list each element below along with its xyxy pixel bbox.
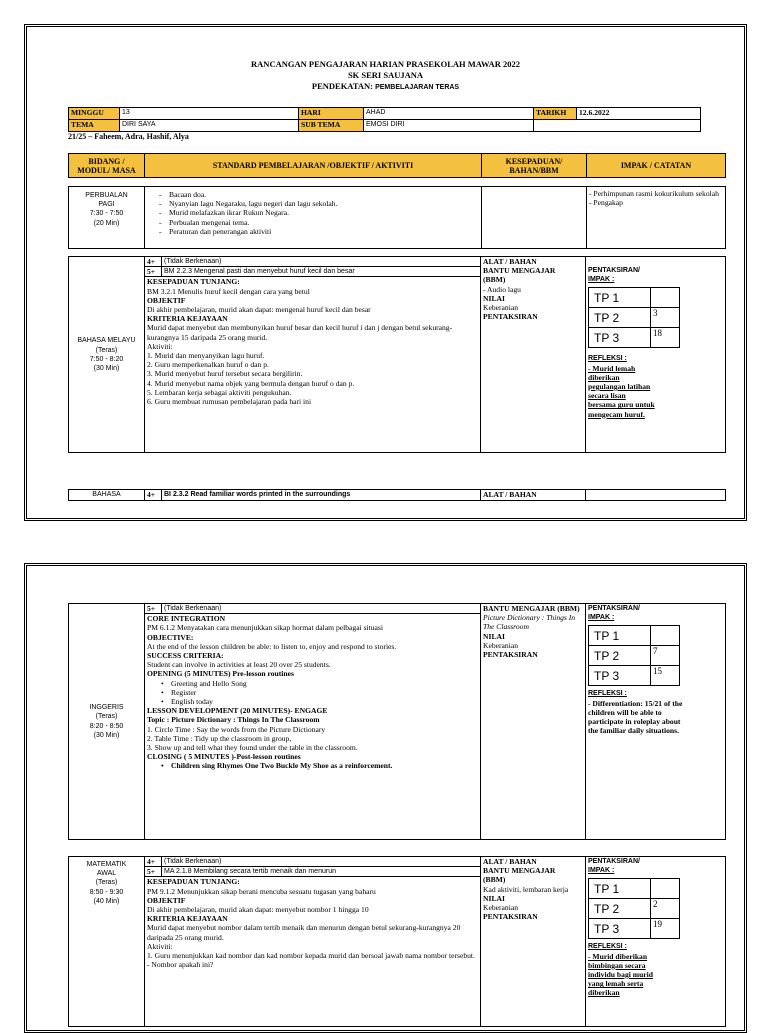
- content-line: BM 3.2.1 Menulis huruf kecil dengan cara yang betul: [147, 286, 310, 296]
- tarikh-label: TARIKH: [534, 108, 577, 120]
- content-line: 3. Murid menyebut huruf tersebut secara bergilirin.: [147, 369, 303, 379]
- bi-head-text: BI 2.3.2 Read familiar words printed in the surroundings: [162, 490, 481, 501]
- inggeris-impak: [586, 604, 726, 840]
- refleksi-line: mengecam huruf.: [588, 409, 645, 419]
- tema-value: DIRI SAYA: [120, 120, 299, 132]
- refleksi-line: individu bagi murid: [588, 970, 653, 980]
- refleksi-line: yang lemah serta: [588, 979, 644, 989]
- bm-tp1: TP 1: [589, 288, 651, 308]
- inggeris-impak-label: IMPAK :: [588, 614, 615, 622]
- perbualan-bahan: [482, 187, 587, 249]
- bm-content: [145, 277, 481, 453]
- inggeris-tp3: TP 3: [589, 666, 651, 686]
- closing-item: • Children sing Rhymes One Two Buckle My Shoe as a reinforcement.: [171, 761, 478, 770]
- page-2: [24, 563, 747, 1033]
- matematik-tp2-value: 2: [651, 899, 680, 919]
- approach-value: PEMBELAJARAN TERAS: [375, 84, 460, 91]
- inggeris-closing-list: [147, 761, 478, 770]
- header-approach: [27, 81, 744, 93]
- inggeris-b4: (30 Min): [93, 731, 120, 739]
- refleksi-line: bersama guru untuk: [588, 400, 655, 410]
- column-header: [68, 153, 726, 178]
- inggeris-closing: CLOSING ( 5 MINUTES )-Post-lesson routines: [147, 752, 301, 762]
- inggeris-bbm-items: Picture Dictionary : Things In The Classroom: [483, 613, 576, 632]
- bahan-line: ALAT / BAHAN: [483, 857, 537, 866]
- matematik-tag4: 4+: [145, 857, 162, 867]
- perbualan-impak: [587, 187, 726, 249]
- matematik-b3: (Teras): [95, 879, 118, 887]
- content-line: OBJEKTIF: [147, 295, 186, 305]
- bahan-line: - Audio lagu: [483, 284, 521, 294]
- bm-b1: BAHASA MELAYU: [77, 337, 136, 345]
- bm-pentaksiran: PENTAKSIRAN/: [588, 267, 640, 274]
- inggeris-step-2: 2. Table Time : Tidy up the classroom in group,: [147, 733, 292, 743]
- content-line: Aktiviti:: [147, 941, 173, 951]
- content-line: OBJEKTIF: [147, 895, 186, 905]
- inggeris-refleksi-label: REFLEKSI :: [588, 690, 627, 698]
- inggeris-tp2-value: 7: [651, 646, 680, 666]
- bahan-line: PENTAKSIRAN: [483, 312, 538, 322]
- matematik-tp3: TP 3: [589, 919, 651, 939]
- minggu-value: 13: [120, 108, 299, 120]
- content-line: KESEPADUAN TUNJANG:: [147, 277, 240, 287]
- perbualan-item: - Murid melafazkan ikrar Rukun Negara.: [169, 208, 479, 217]
- perbualan-items: [145, 187, 482, 249]
- inggeris-tp3-value: 15: [651, 666, 680, 686]
- perbualan-bidang: [69, 187, 145, 249]
- inggeris-b3: 8:20 - 8:50: [89, 722, 124, 730]
- inggeris-b2: (Teras): [95, 713, 118, 721]
- bm-text5: BM 2.2.3 Mengenal pasti dan menyebut huruf kecil dan besar: [162, 267, 481, 277]
- inggeris-opening-list: [147, 679, 478, 707]
- minggu-label: MINGGU: [69, 108, 120, 120]
- bahan-line: (BBM): [483, 275, 506, 285]
- inggeris-sc: SUCCESS CRITERIA:: [147, 651, 224, 661]
- bm-tag5: 5+: [145, 267, 162, 277]
- matematik-content: [145, 877, 481, 1027]
- content-line: 6. Guru membuat rumusan pembelajaran pada hari ini: [147, 397, 312, 407]
- bm-b4: (30 Min): [93, 364, 120, 372]
- inggeris-step-1: 1. Circle Time : Say the words from the Picture Dictionary: [147, 724, 326, 734]
- refleksi-line: diberikan: [588, 372, 620, 382]
- inggeris-core: CORE INTEGRATION: [147, 614, 226, 624]
- bm-refleksi-text: [588, 364, 723, 419]
- matematik-b5: (40 Min): [93, 897, 120, 905]
- matematik-tp1-value: [651, 879, 680, 899]
- refleksi-line: secara lisan: [588, 391, 626, 401]
- matematik-tp1: TP 1: [589, 879, 651, 899]
- bm-row: [68, 256, 726, 453]
- subtema-value: EMOSI DIRI: [364, 120, 534, 132]
- content-line: KRITERIA KEJAYAAN: [147, 914, 228, 924]
- hari-value: AHAD: [364, 108, 534, 120]
- perbualan-impak-2: - Pengakap: [589, 198, 623, 208]
- perbualan-item: - Perbualan mengenai tema.: [169, 218, 479, 227]
- bm-refleksi-label: REFLEKSI :: [588, 355, 627, 363]
- bm-impak: [586, 257, 726, 453]
- bm-text4: (Tidak Berkenaan): [162, 257, 481, 267]
- refleksi-line: bimbingan secara: [588, 960, 646, 970]
- matematik-refleksi-label: REFLEKSI :: [588, 943, 627, 951]
- perbualan-row: [68, 186, 726, 249]
- inggeris-bidang: [69, 604, 145, 840]
- bahan-line: BANTU MENGAJAR: [483, 866, 556, 876]
- bm-bidang: [69, 257, 145, 453]
- content-line: Murid dapat menyebut dan membunyikan huruf besar dan kecil huruf i dan j dengan betul sekurang-kurangnya 15 daripada 25 orang murid.: [147, 323, 453, 342]
- perbualan-b3: 7:30 - 7:50: [89, 210, 124, 218]
- matematik-bahan: [481, 857, 586, 1027]
- bm-impak-label: IMPAK :: [588, 276, 615, 284]
- content-line: 1. Murid dan menyanyikan lagu huruf.: [147, 351, 265, 361]
- col-standard: STANDARD PEMBELAJARAN /OBJEKTIF / AKTIVITI: [145, 154, 482, 178]
- bm-tp2: TP 2: [589, 308, 651, 328]
- perbualan-b4: (20 Min): [93, 219, 120, 227]
- content-line: Di akhir pembelajaran, murid akan dapat: menyebut nombor 1 hingga 10: [147, 905, 369, 915]
- perbualan-item: - Peraturan dan penerangan aktiviti: [169, 227, 479, 236]
- bm-bahan-list: [483, 257, 583, 321]
- perbualan-item: - Nyanyian lagu Negaraku, lagu negeri dan lagu sekolah.: [169, 199, 479, 208]
- inggeris-tp1-value: [651, 626, 680, 646]
- approach-label: PENDEKATAN:: [311, 81, 373, 91]
- perbualan-b1: PERBUALAN: [85, 192, 128, 199]
- inggeris-refleksi-text: - Differentiation: 15/21 of the children will be able to participate in roleplay about the familiar daily situations.: [588, 698, 683, 736]
- tarikh-value: 12.6.2022: [577, 108, 701, 120]
- opening-item-2: • Register: [171, 688, 478, 697]
- bi-head-tag: 4+: [145, 490, 162, 501]
- inggeris-sc-text: Student can involve in activities at least 20 over 25 students.: [147, 660, 331, 670]
- perbualan-impak-1: - Perhimpunan rasmi kokurikulum sekolah: [589, 189, 719, 198]
- bahan-line: Kad aktiviti, lembaran kerja: [483, 884, 569, 894]
- content-line: Aktiviti:: [147, 341, 173, 351]
- inggeris-bbm: BANTU MENGAJAR (BBM): [483, 604, 580, 613]
- content-line: PM 9.1.2 Menunjukkan sikap berani mencuba sesuatu tugasan yang baharu: [147, 886, 376, 896]
- opening-item-1: • Greeting and Hello Song: [171, 679, 478, 688]
- page-1: [24, 24, 747, 521]
- hari-label: HARI: [299, 108, 364, 120]
- content-line: KESEPADUAN TUNJANG:: [147, 877, 240, 887]
- inggeris-tp-table: [588, 625, 680, 686]
- perbualan-item: - Bacaan doa.: [169, 190, 479, 199]
- inggeris-text5: (Tidak Berkenaan): [162, 604, 481, 614]
- matematik-text4: (Tidak Berkenaan): [162, 857, 481, 867]
- col-kesepaduan: KESEPADUAN/ BAHAN/BBM: [482, 154, 587, 178]
- matematik-tp-table: [588, 878, 680, 939]
- matematik-tp2: TP 2: [589, 899, 651, 919]
- inggeris-nilai-value: Keberanian: [483, 640, 518, 650]
- content-line: Murid dapat menyebut nombor dalam tertib menaik dan menurun dengan betul sekurang-kurangnya 20 daripada 25 orang murid.: [147, 923, 461, 942]
- matematik-bidang: [69, 857, 145, 1027]
- bm-tp3-value: 18: [651, 328, 680, 348]
- refleksi-line: - Murid lemah: [588, 363, 636, 373]
- matematik-text5: MA 2.1.8 Membilang secara tertib menaik dan menurun: [162, 867, 481, 877]
- matematik-impak-label: IMPAK :: [588, 867, 615, 875]
- perbualan-list: [147, 190, 479, 236]
- bm-bahan: [481, 257, 586, 453]
- inggeris-bahan: [481, 604, 586, 840]
- refleksi-line: - Murid diberikan: [588, 951, 648, 961]
- inggeris-tp2: TP 2: [589, 646, 651, 666]
- col-bidang: BIDANG / MODUL/ MASA: [69, 154, 145, 178]
- inggeris-dev: LESSON DEVELOPMENT (20 MINUTES)- ENGAGE: [147, 706, 328, 716]
- bm-tp-table: [588, 287, 680, 348]
- inggeris-step-3: 3. Show up and tell what they found under the table in the classroom.: [147, 743, 358, 753]
- inggeris-obj: OBJECTIVE:: [147, 632, 194, 642]
- bm-b2: (Teras): [95, 346, 118, 354]
- header-school: SK SERI SAUJANA: [347, 70, 424, 80]
- bahan-line: Keberanian: [483, 903, 518, 913]
- header-title: RANCANGAN PENGAJARAN HARIAN PRASEKOLAH MAWAR 2022: [251, 59, 520, 69]
- refleksi-line: diberikan: [588, 988, 620, 998]
- content-line: KRITERIA KEJAYAAN: [147, 314, 228, 324]
- bahan-line: BANTU MENGAJAR: [483, 266, 556, 276]
- perbualan-b2: PAGI: [98, 201, 115, 209]
- inggeris-content: [145, 614, 481, 840]
- matematik-row: [68, 856, 726, 1027]
- content-line: Di akhir pembelajaran, murid akan dapat: mengenal huruf kecil dan besar: [147, 305, 371, 315]
- bi-head-impak: [586, 490, 726, 501]
- refleksi-line: pegulangan latihan: [588, 382, 651, 392]
- matematik-impak: [586, 857, 726, 1027]
- content-line: 2. Guru memperkenalkan huruf o dan p.: [147, 360, 269, 370]
- inggeris-nilai: NILAI: [483, 631, 505, 641]
- bi-head-row: [68, 489, 726, 501]
- attendance: 21/25 – Faheem, Adra, Hashif, Alya: [68, 132, 189, 141]
- info-table: [68, 107, 701, 132]
- bahan-line: NILAI: [483, 293, 505, 303]
- bahan-line: ALAT / BAHAN: [483, 257, 537, 266]
- col-impak: IMPAK / CATATAN: [587, 154, 726, 178]
- bm-tp2-value: 3: [651, 308, 680, 328]
- bi-head-bahan: ALAT / BAHAN: [481, 490, 586, 501]
- content-line: 5. Lembaran kerja sebagai aktiviti pengukuhan.: [147, 387, 292, 397]
- matematik-b2: AWAL: [96, 870, 117, 878]
- bahan-line: (BBM): [483, 875, 506, 885]
- content-line: 1. Guru menunjukkan kad nombor dan kad nombor kepada murid dan bersoal jawab nama nombor tersebut.: [147, 951, 475, 961]
- opening-item-3: • English today: [171, 697, 478, 706]
- matematik-refleksi-text: [588, 952, 723, 998]
- subtema-label: SUB TEMA: [299, 120, 364, 132]
- inggeris-obj-text: At the end of the lesson children be able: to listen to, enjoy and respond to stories.: [147, 641, 397, 651]
- bm-tp3: TP 3: [589, 328, 651, 348]
- bahan-line: NILAI: [483, 893, 505, 903]
- inggeris-pentaksiran-label: PENTAKSIRAN: [483, 650, 538, 660]
- matematik-b4: 8:50 - 9:30: [89, 888, 124, 896]
- inggeris-row: [68, 603, 726, 840]
- bi-head-bidang: BAHASA: [69, 490, 145, 501]
- inggeris-tag5: 5+: [145, 604, 162, 614]
- bm-tp1-value: [651, 288, 680, 308]
- matematik-b1: MATEMATIK: [86, 861, 127, 868]
- matematik-tag5: 5+: [145, 867, 162, 877]
- bm-b3: 7:50 - 8:20: [89, 355, 124, 363]
- inggeris-b1: INGGERIS: [89, 704, 124, 712]
- matematik-pentaksiran: PENTAKSIRAN/: [588, 858, 640, 865]
- inggeris-tp1: TP 1: [589, 626, 651, 646]
- content-line: 4. Murid menyebut nama objek yang bermula dengan huruf o dan p.: [147, 378, 355, 388]
- inggeris-pentaksiran: PENTAKSIRAN/: [588, 605, 640, 612]
- info-blank: [534, 120, 701, 132]
- inggeris-topic: Topic : Picture Dictionary : Things In The Classroom: [147, 715, 320, 725]
- matematik-bahan-list: [483, 857, 583, 921]
- content-line: - Nombor apakah ini?: [147, 960, 214, 970]
- bm-tag4: 4+: [145, 257, 162, 267]
- tema-label: TEMA: [69, 120, 120, 132]
- inggeris-opening: OPENING (5 MINUTES) Pre-lesson routines: [147, 669, 294, 679]
- bahan-line: PENTAKSIRAN: [483, 912, 538, 922]
- inggeris-pm: PM 6.1.2 Menyatakan cara menunjukkan sikap hormat dalam pelbagai situasi: [147, 623, 383, 633]
- bahan-line: Keberanian: [483, 303, 518, 313]
- matematik-tp3-value: 19: [651, 919, 680, 939]
